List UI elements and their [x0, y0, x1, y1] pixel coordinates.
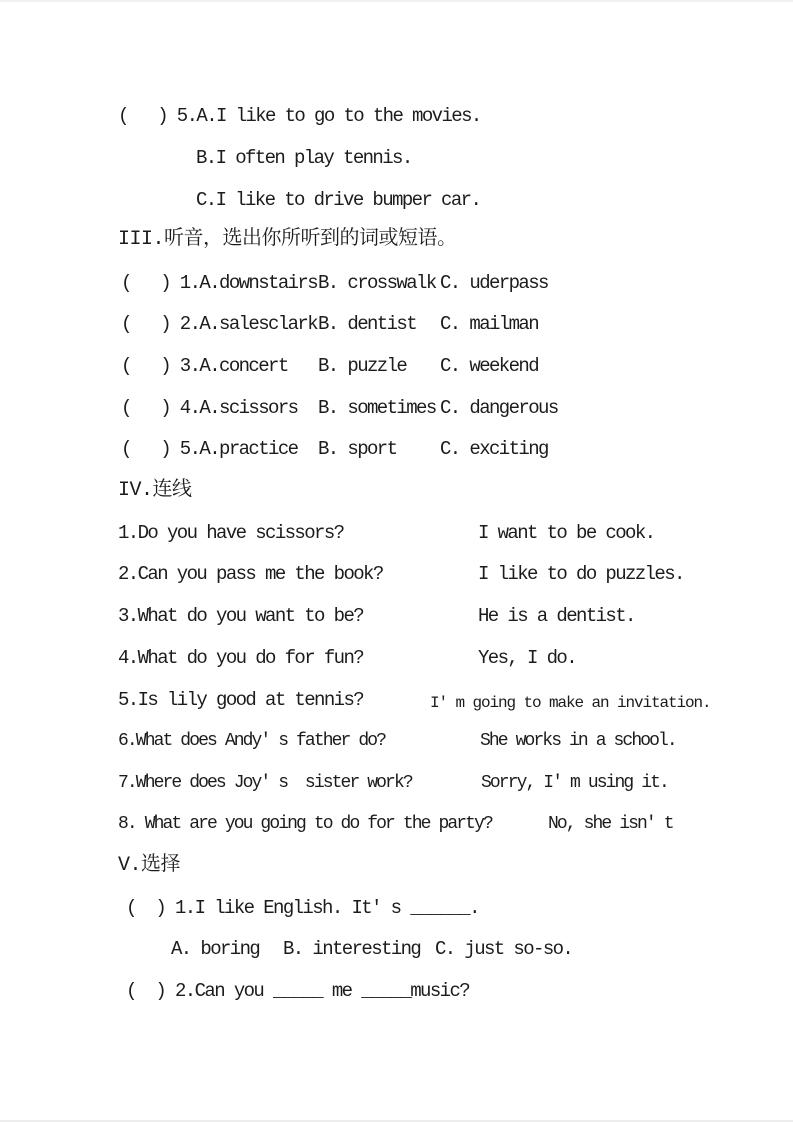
- choice-q2: ( ) 2.Can you _____ me _____music?: [126, 980, 470, 1002]
- matching-q7: 7.Where does Joy' s sister work?: [118, 773, 412, 793]
- listening-q5-option-c: C.I like to drive bumper car.: [196, 189, 481, 211]
- listening-item-5-option-b: B. sport: [318, 438, 397, 460]
- matching-a2: I like to do puzzles.: [478, 563, 684, 585]
- listening-item-1-label: ( ) 1.A.downstairs: [121, 272, 318, 294]
- matching-a4: Yes, I do.: [478, 647, 577, 669]
- matching-a1: I want to be cook.: [478, 522, 655, 544]
- listening-item-4-label: ( ) 4.A.scissors: [121, 397, 298, 419]
- listening-item-2-option-c: C. mailman: [440, 313, 539, 335]
- matching-q3: 3.What do you want to be?: [118, 605, 364, 627]
- listening-item-2-label: ( ) 2.A.salesclark: [121, 313, 318, 335]
- matching-a3: He is a dentist.: [478, 605, 635, 627]
- matching-a7: Sorry, I' m using it.: [481, 773, 668, 793]
- listening-item-5-label: ( ) 5.A.practice: [121, 438, 298, 460]
- matching-q1: 1.Do you have scissors?: [118, 522, 344, 544]
- choice-q1-option-c: C. just so-so.: [435, 938, 573, 960]
- listening-item-4-option-c: C. dangerous: [440, 397, 558, 419]
- listening-item-1-option-b: B. crosswalk: [318, 272, 436, 294]
- choice-q1-option-a: A. boring: [171, 938, 260, 960]
- choice-q1: ( ) 1.I like English. It' s ______.: [126, 897, 479, 919]
- section-iii-heading: III.听音，选出你所听到的词或短语。: [118, 228, 457, 251]
- page-top-edge: [0, 0, 793, 2]
- matching-q5: 5.Is lily good at tennis?: [118, 689, 364, 711]
- listening-item-4-option-b: B. sometimes: [318, 397, 436, 419]
- listening-item-3-option-b: B. puzzle: [318, 355, 407, 377]
- listening-item-1-option-c: C. uderpass: [440, 272, 548, 294]
- matching-a8: No, she isn' t: [548, 814, 673, 834]
- choice-q1-option-b: B. interesting: [283, 938, 421, 960]
- matching-a6: She works in a school.: [480, 731, 676, 751]
- matching-q2: 2.Can you pass me the book?: [118, 563, 383, 585]
- listening-item-2-option-b: B. dentist: [318, 313, 417, 335]
- section-iv-heading: IV.连线: [118, 479, 192, 502]
- listening-item-5-option-c: C. exciting: [440, 438, 548, 460]
- listening-item-3-option-c: C. weekend: [440, 355, 539, 377]
- matching-q4: 4.What do you do for fun?: [118, 647, 364, 669]
- listening-q5-option-b: B.I often play tennis.: [196, 147, 412, 169]
- matching-q8: 8. What are you going to do for the party?: [118, 814, 492, 834]
- matching-q6: 6.What does Andy' s father do?: [118, 731, 386, 751]
- section-v-heading: V.选择: [118, 854, 181, 877]
- listening-q5-option-a: ( ) 5.A.I like to go to the movies.: [118, 105, 481, 127]
- matching-a5: I' m going to make an invitation.: [430, 694, 711, 712]
- listening-item-3-label: ( ) 3.A.concert: [121, 355, 288, 377]
